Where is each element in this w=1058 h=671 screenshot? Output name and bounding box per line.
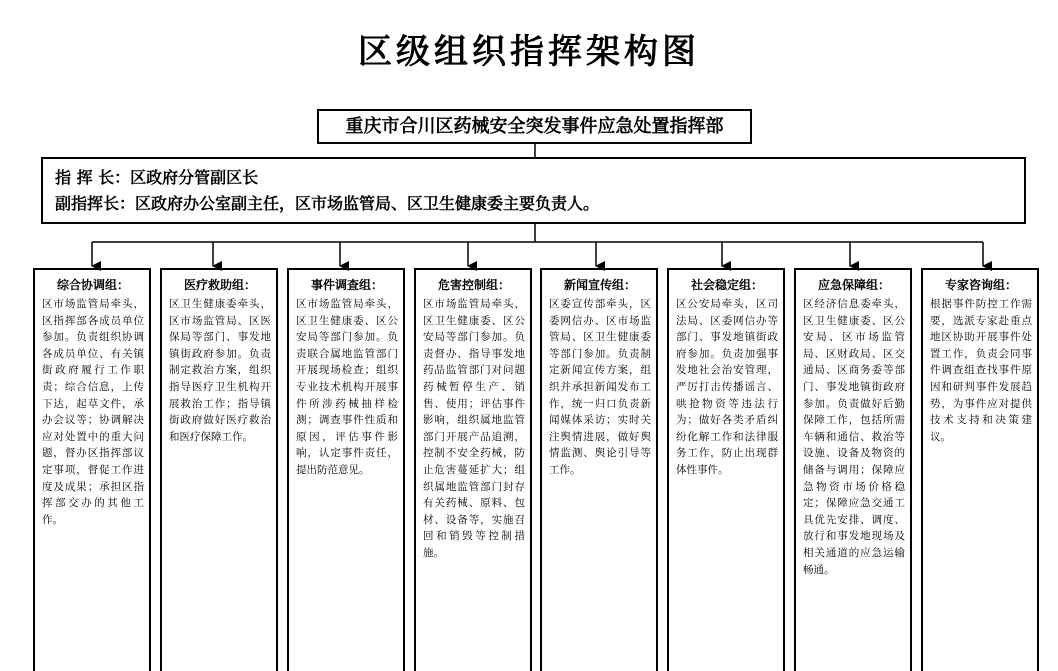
group-emergency-support <box>794 268 912 671</box>
group-title: 医疗救助组： <box>183 278 256 292</box>
group-news-publicity <box>540 268 658 671</box>
group-description: 区卫生健康委牵头，区市场监管局、区医保局等部门、事发地镇街政府参加。负责制定救治方案，组织指导医疗卫生机构开展救治工作；指导镇街政府做好医疗救治和医疗保障工作。 <box>169 298 271 443</box>
group-expert-consultation <box>921 268 1039 671</box>
group-title: 社会稳定组： <box>690 278 763 292</box>
group-description: 区公安局牵头，区司法局、区委网信办等部门、事发地镇街政府参加。负责加强事发地社会治安管理，严厉打击传播谣言、哄抢物资等违法行为；做好各类矛盾纠纷化解工作和法律服务工作，防止出现群体性事件。 <box>676 298 778 476</box>
group-incident-investigation <box>287 268 405 671</box>
group-description: 根据事件防控工作需要，选派专家赴重点地区协助开展事件处置工作，负责会同事件调查组查找事件原因和研判事件发展趋势，为事件应对提供技术支持和决策建议。 <box>930 298 1032 443</box>
group-comprehensive-coordination <box>33 268 151 671</box>
group-title: 新闻宣传组： <box>563 278 636 292</box>
group-description: 区委宣传部牵头，区委网信办、区市场监管局、区卫生健康委等部门参加。负责制定新闻宣传方案，组织并承担新闻发布工作，统一归口负责新闻媒体采访；实时关注舆情进展，做好舆情监测、舆论引导等工作。 <box>549 298 651 476</box>
group-title: 综合协调组： <box>56 278 129 292</box>
group-description: 区市场监管局牵头，区指挥部各成员单位参加。负责组织协调各成员单位、有关镇街政府履行工作职责；综合信息，上传下达，起草文件，承办会议等；协调解决应对处置中的重大问题，督办区指挥部议定事项，督促工作进度及成果；承担区指挥部交办的其他工作。 <box>42 298 144 526</box>
leaders-box <box>41 157 1026 224</box>
group-title: 危害控制组： <box>437 278 510 292</box>
deputy-commander-line: 副指挥长：区政府办公室副主任，区市场监管局、区卫生健康委主要负责人。 <box>55 194 600 213</box>
group-description: 区市场监管局牵头，区卫生健康委、区公安局等部门参加。负责联合属地监管部门开展现场检查；组织专业技术机构开展事件所涉药械抽样检测；调查事件性质和原因，评估事件影响，认定事件责任，提出防范意见。 <box>296 298 398 476</box>
group-description: 区经济信息委牵头，区卫生健康委、区公安局、区市场监管局、区财政局、区交通局、区商务委等部门、事发地镇街政府参加。负责做好后勤保障工作，包括所需车辆和通信、救治等设施、设备及物资的储备与调用；保障应急物资市场价格稳定；保障应急交通工具优先安排、调度、放行和事发地现场及相关通道的应急运输畅通。 <box>803 298 905 576</box>
commander-line: 指 挥 长：区政府分管副区长 <box>55 168 259 187</box>
group-title: 事件调查组： <box>310 278 383 292</box>
group-hazard-control <box>414 268 532 671</box>
group-social-stability <box>667 268 785 671</box>
headquarters-box: 重庆市合川区药械安全突发事件应急处置指挥部 <box>317 109 752 144</box>
group-description: 区市场监管局牵头，区卫生健康委、区公安局等部门参加。负责督办、指导事发地药品监管部门对问题药械暂停生产、销售、使用；评估事件影响，组织属地监管部门开展产品追溯，控制不安全药械，防止危害蔓延扩大；组织属地监管部门封存有关药械、原料、包材、设备等，实施召回和销毁等控制措施。 <box>423 298 525 559</box>
group-title: 应急保障组： <box>817 278 890 292</box>
group-medical-rescue <box>160 268 278 671</box>
group-title: 专家咨询组： <box>944 278 1017 292</box>
diagram-title: 区级组织指挥架构图 <box>358 32 700 72</box>
